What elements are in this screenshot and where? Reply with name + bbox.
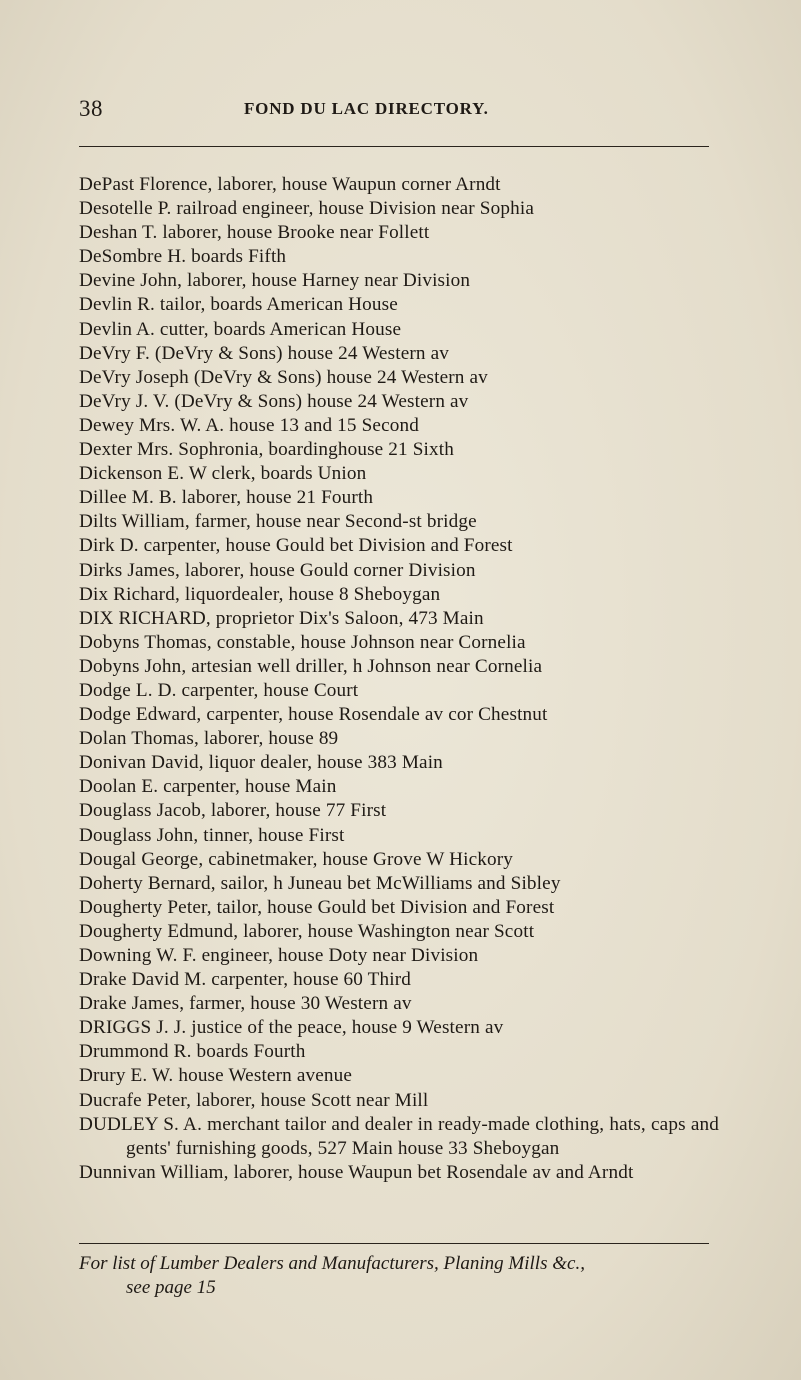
directory-entry: Devlin A. cutter, boards American House — [79, 318, 402, 340]
directory-entry: Drake James, farmer, house 30 Western av — [79, 993, 412, 1015]
header-rule — [79, 146, 709, 147]
directory-entry: Devlin R. tailor, boards American House — [79, 294, 398, 316]
footer-note — [79, 1252, 719, 1300]
directory-entry: Douglass Jacob, laborer, house 77 First — [79, 800, 387, 822]
directory-entry: Dougal George, cabinetmaker, house Grove W Hickory — [79, 848, 514, 870]
directory-entry: Dodge L. D. carpenter, house Court — [79, 679, 359, 701]
directory-entry: DeVry F. (DeVry & Sons) house 24 Western av — [79, 342, 450, 364]
directory-entry: DUDLEY S. A. merchant tailor and dealer in ready-made clothing, hats, caps and gents' furnishing goods, 527 Main house 33 Sheboygan — [79, 1113, 719, 1159]
directory-entry: Ducrafe Peter, laborer, house Scott near Mill — [79, 1089, 429, 1111]
directory-entry: DeVry Joseph (DeVry & Sons) house 24 Western av — [79, 366, 488, 388]
directory-entry: Dexter Mrs. Sophronia, boardinghouse 21 Sixth — [79, 439, 455, 461]
directory-entry: Dilts William, farmer, house near Second-st bridge — [79, 511, 477, 533]
directory-entry: Dirk D. carpenter, house Gould bet Division and Forest — [79, 535, 513, 557]
footer-rule — [79, 1243, 709, 1244]
directory-entry: Dolan Thomas, laborer, house 89 — [79, 728, 339, 750]
directory-entry: Desotelle P. railroad engineer, house Division near Sophia — [79, 198, 534, 220]
directory-entry: Douglass John, tinner, house First — [79, 824, 345, 846]
directory-entry: DIX RICHARD, proprietor Dix's Saloon, 473 Main — [79, 607, 484, 629]
directory-entry: Donivan David, liquor dealer, house 383 Main — [79, 752, 443, 774]
directory-entry: Drake David M. carpenter, house 60 Third — [79, 969, 412, 991]
directory-entry: Doolan E. carpenter, house Main — [79, 776, 337, 798]
directory-entry: Dewey Mrs. W. A. house 13 and 15 Second — [79, 414, 419, 436]
directory-entry: Dirks James, laborer, house Gould corner Division — [79, 559, 476, 581]
directory-entry: Downing W. F. engineer, house Doty near Division — [79, 945, 479, 966]
footer-line: see page 15 — [126, 1277, 216, 1298]
directory-entry: Dodge Edward, carpenter, house Rosendale av cor Chestnut — [79, 704, 548, 726]
page-number: 38 — [79, 96, 103, 121]
directory-entry: Drury E. W. house Western avenue — [79, 1065, 353, 1087]
directory-entry: DePast Florence, laborer, house Waupun corner Arndt — [79, 174, 501, 195]
directory-entry: DeVry J. V. (DeVry & Sons) house 24 Western av — [79, 390, 469, 412]
directory-entries — [79, 173, 719, 1185]
directory-entry: Dickenson E. W clerk, boards Union — [79, 463, 367, 485]
directory-entry: DRIGGS J. J. justice of the peace, house 9 Western av — [79, 1017, 504, 1039]
footer-line: For list of Lumber Dealers and Manufacturers, Planing Mills &c., — [79, 1253, 585, 1274]
directory-entry: Dix Richard, liquordealer, house 8 Sheboygan — [79, 583, 441, 605]
directory-entry: Dougherty Peter, tailor, house Gould bet Division and Forest — [79, 896, 555, 918]
directory-entry: Devine John, laborer, house Harney near Division — [79, 270, 471, 292]
directory-entry: Dougherty Edmund, laborer, house Washington near Scott — [79, 920, 535, 942]
directory-entry: Drummond R. boards Fourth — [79, 1041, 306, 1063]
directory-entry: Dunnivan William, laborer, house Waupun bet Rosendale av and Arndt — [79, 1161, 634, 1183]
directory-entry: Deshan T. laborer, house Brooke near Follett — [79, 222, 430, 244]
page-header — [79, 96, 709, 126]
running-head: FOND DU LAC DIRECTORY. — [244, 99, 489, 118]
directory-entry: Doherty Bernard, sailor, h Juneau bet McWilliams and Sibley — [79, 872, 561, 894]
directory-entry: Dillee M. B. laborer, house 21 Fourth — [79, 487, 374, 509]
directory-entry: Dobyns Thomas, constable, house Johnson near Cornelia — [79, 631, 526, 653]
directory-entry: DeSombre H. boards Fifth — [79, 246, 287, 268]
directory-entry: Dobyns John, artesian well driller, h Johnson near Cornelia — [79, 655, 543, 677]
